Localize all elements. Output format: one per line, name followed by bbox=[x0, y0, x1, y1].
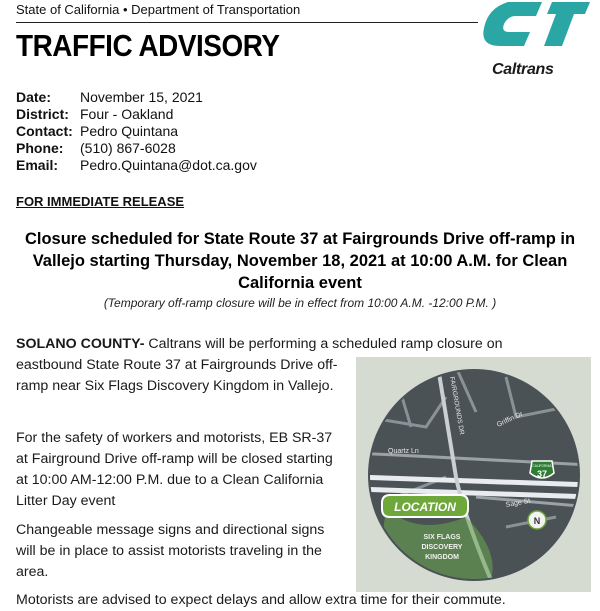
body-paragraph-1: eastbound State Route 37 at Fairgrounds Drive off-ramp near Six Flags Discovery Kingdom in Vallejo. bbox=[16, 357, 338, 394]
shield-number: 37 bbox=[536, 469, 548, 479]
contact-row bbox=[16, 123, 257, 140]
phone-row bbox=[16, 140, 257, 157]
shield-caption: CALIFORNIA bbox=[532, 464, 552, 468]
phone-value: (510) 867-6028 bbox=[80, 140, 176, 156]
street-label-sage: Sage St bbox=[505, 497, 531, 509]
location-label: LOCATION bbox=[394, 500, 456, 514]
body-paragraph-4: Motorists are advised to expect delays and allow extra time for their commute. bbox=[16, 592, 506, 608]
email-row bbox=[16, 157, 257, 174]
contact-value: Pedro Quintana bbox=[80, 123, 179, 139]
release-notice: FOR IMMEDIATE RELEASE bbox=[16, 194, 185, 209]
body-paragraph-1-first-line bbox=[16, 334, 596, 355]
location-callout bbox=[382, 495, 468, 517]
north-label: N bbox=[533, 516, 541, 526]
body-paragraph-3: Changeable message signs and directional signs will be in place to assist motorists traveling in the area. bbox=[16, 522, 325, 580]
district-row bbox=[16, 106, 257, 123]
page-title: TRAFFIC ADVISORY bbox=[16, 28, 280, 63]
agency-line: State of California • Department of Transportation bbox=[16, 2, 301, 17]
street-label-griffin: Griffin Dr bbox=[495, 410, 525, 429]
district-label: District: bbox=[16, 106, 69, 122]
landmark-line-1: SIX FLAGS bbox=[423, 534, 461, 541]
street-label-fairgrounds: FAIRGROUNDS DR bbox=[448, 376, 466, 436]
date-row bbox=[16, 89, 257, 106]
route-37-shield-icon bbox=[530, 461, 554, 479]
date-label: Date: bbox=[16, 89, 52, 105]
date-value: November 15, 2021 bbox=[80, 89, 203, 105]
dateline: SOLANO COUNTY- bbox=[16, 336, 145, 352]
email-value: Pedro.Quintana@dot.ca.gov bbox=[80, 157, 257, 173]
landmark-line-2: DISCOVERY bbox=[421, 544, 463, 551]
contact-label: Contact: bbox=[16, 123, 73, 139]
map-graphic bbox=[356, 357, 591, 592]
headline: Closure scheduled for State Route 37 at Fairgrounds Drive off-ramp in Vallejo starting Thursday, November 18, 2021 at 10:00 A.M. for Clean California event bbox=[24, 230, 576, 292]
north-arrow-icon bbox=[528, 511, 546, 529]
caltrans-wordmark: Caltrans bbox=[492, 61, 554, 78]
body-paragraph-1-start: Caltrans will be performing a scheduled ramp closure on bbox=[144, 336, 503, 352]
phone-label: Phone: bbox=[16, 140, 64, 156]
closure-time-note: (Temporary off-ramp closure will be in effect from 10:00 A.M. -12:00 P.M. ) bbox=[103, 296, 497, 310]
district-value: Four - Oakland bbox=[80, 106, 174, 122]
body-paragraph-2: For the safety of workers and motorists, EB SR-37 at Fairground Drive off-ramp will be closed starting at 10:00 AM-12:00 P.M. due to a Clean California Litter Day event bbox=[16, 430, 333, 509]
header-divider bbox=[16, 22, 478, 23]
email-label: Email: bbox=[16, 157, 59, 173]
street-label-quartz: Quartz Ln bbox=[388, 448, 419, 455]
landmark-line-3: KINGDOM bbox=[425, 554, 459, 561]
location-map bbox=[356, 357, 591, 592]
contact-info bbox=[16, 89, 257, 174]
